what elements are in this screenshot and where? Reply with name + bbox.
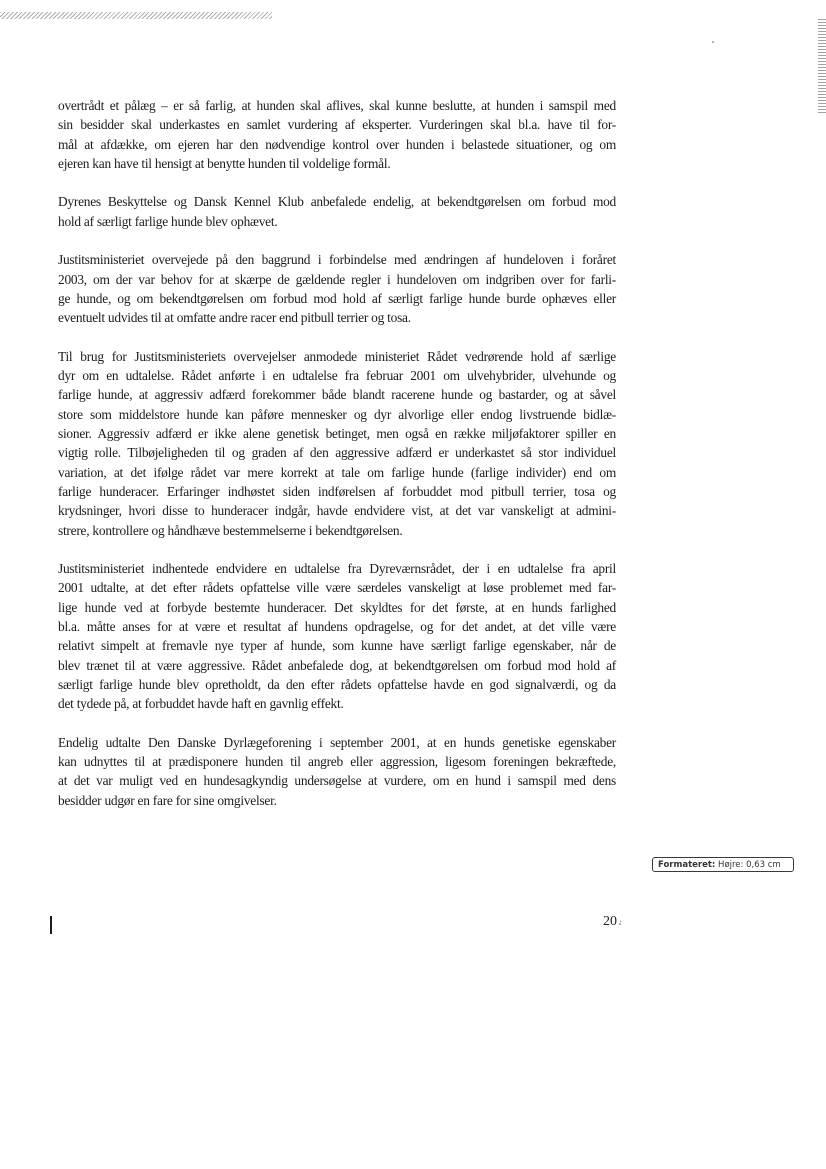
paragraph xyxy=(58,733,616,810)
text-line: Endelig udtalte Den Danske Dyrlægeforening i september 2001, at en hunds genetiske egenskaber xyxy=(58,734,616,750)
text-line: det tydede på, at forbuddet havde haft en gavnlig effekt. xyxy=(58,696,344,712)
text-line: farlige hunde, at aggressiv adfærd forekommer både blandt racerene hunde og bastarder, og at såvel xyxy=(58,387,616,403)
format-comment-value: Højre: 0,63 cm xyxy=(718,860,781,870)
page-number-value: 20 xyxy=(603,914,617,929)
text-line: blev trænet til at være aggressive. Rådet anbefalede dog, at bekendtgørelsen om forbud mod hold af xyxy=(58,657,616,673)
paragraph xyxy=(58,347,616,540)
text-line: sioner. Aggressiv adfærd er ikke alene genetisk betinget, men også en række miljøfaktorer spiller en xyxy=(58,426,616,442)
paragraph xyxy=(58,559,616,713)
text-line: dyr om en udtalelse. Rådet anførte i en udtalelse fra februar 2001 om ulvehybrider, ulvehunde og xyxy=(58,368,616,384)
text-line: overtrådt et pålæg – er så farlig, at hunden skal aflives, skal kunne beslutte, at hunden i samspil med xyxy=(58,98,616,113)
text-line: strere, kontrollere og håndhæve bestemmelserne i bekendtgørelsen. xyxy=(58,522,403,538)
text-line: særligt farlige hunde blev opretholdt, da den efter rådets opfattelse havde en god signalværdi, og da xyxy=(58,676,616,692)
paragraph xyxy=(58,192,616,231)
text-line: Justitsministeriet overvejede på den baggrund i forbindelse med ændringen af hundeloven i foråret xyxy=(58,252,616,268)
page-number xyxy=(603,914,622,930)
format-comment-label: Formateret: xyxy=(658,860,716,870)
text-line: Justitsministeriet indhentede endvidere en udtalelse fra Dyreværnsrådet, der i en udtalelse fra april xyxy=(58,561,616,577)
text-line: Til brug for Justitsministeriets overvejelser anmodede ministeriet Rådet vedrørende hold af særlige xyxy=(58,348,616,364)
text-line: besidder udgør en fare for sine omgivelser. xyxy=(58,792,277,808)
text-line: 2001 udtalte, at det efter rådets opfattelse ville være særdeles vanskeligt at løse problemet med far- xyxy=(58,580,616,596)
text-line: sin besidder skal underkastes en samlet vurdering af eksperter. Vurderingen skal bl.a. have til for- xyxy=(58,117,616,133)
text-line: farlige hunderacer. Erfaringer indhøstet siden indførelsen af forbuddet mod pitbull terrier, tosa og xyxy=(58,483,616,499)
scan-noise-top xyxy=(0,12,272,19)
change-bar xyxy=(50,916,52,934)
text-line: bl.a. måtte anses for at være et resultat af hundens opdragelse, og for det andet, at det ville være xyxy=(58,619,616,635)
scan-noise-right xyxy=(818,18,826,113)
text-line: kan udnyttes til at prædisponere hunden til angreb eller aggression, ligesom foreningen bekræftede, xyxy=(58,754,616,770)
text-line: 2003, om der var behov for at skærpe de gældende regler i hundeloven om indgriben over for farli- xyxy=(58,271,616,287)
scan-speck xyxy=(712,41,714,43)
text-line: eventuelt udvides til at omfatte andre racer end pitbull terrier og tosa. xyxy=(58,310,411,326)
page-number-tick: · xyxy=(619,917,623,928)
text-line: Dyrenes Beskyttelse og Dansk Kennel Klub anbefalede endelig, at bekendtgørelsen om forbud mod xyxy=(58,194,616,210)
text-line: at det var muligt ved en hundesagkyndig undersøgelse at vurdere, om en hund i samspil med dens xyxy=(58,773,616,789)
document-body xyxy=(58,96,616,829)
text-line: ejeren kan have til hensigt at benytte hunden til voldelige formål. xyxy=(58,155,391,171)
text-line: krydsninger, hvori disse to hunderacer indgår, havde endvidere vist, at det var vanskeligt at admini- xyxy=(58,503,616,519)
text-line: hold af særligt farlige hunde blev ophævet. xyxy=(58,213,278,229)
text-line: ge hunde, og om bekendtgørelsen om forbud mod hold af særligt farlige hunde burde ophæves eller xyxy=(58,290,616,306)
text-line: vigtig rolle. Tilbøjeligheden til og graden af den aggressive adfærd er underkastet så stor individuel xyxy=(58,445,616,461)
text-line: variation, at det ifølge rådet var mere korrekt at tale om farlige hunde (farlige individer) end om xyxy=(58,464,616,480)
format-comment-balloon[interactable] xyxy=(652,857,794,872)
text-line: lige hunde ved at forbyde bestemte hunderacer. Det skyldtes for det første, at en hunds farlighed xyxy=(58,599,616,615)
text-line: relativt simpelt at fremavle nye typer af hunde, som kunne have særligt farlige egenskaber, når de xyxy=(58,638,616,654)
text-line: mål at afdække, om ejeren har den nødvendige kontrol over hunden i belastede situationer, og om xyxy=(58,136,616,152)
text-line: store som middelstore hunde kan påføre mennesker og dyr alvorlige eller endog livstruende bidlæ- xyxy=(58,406,616,422)
paragraph xyxy=(58,250,616,327)
paragraph xyxy=(58,96,616,173)
